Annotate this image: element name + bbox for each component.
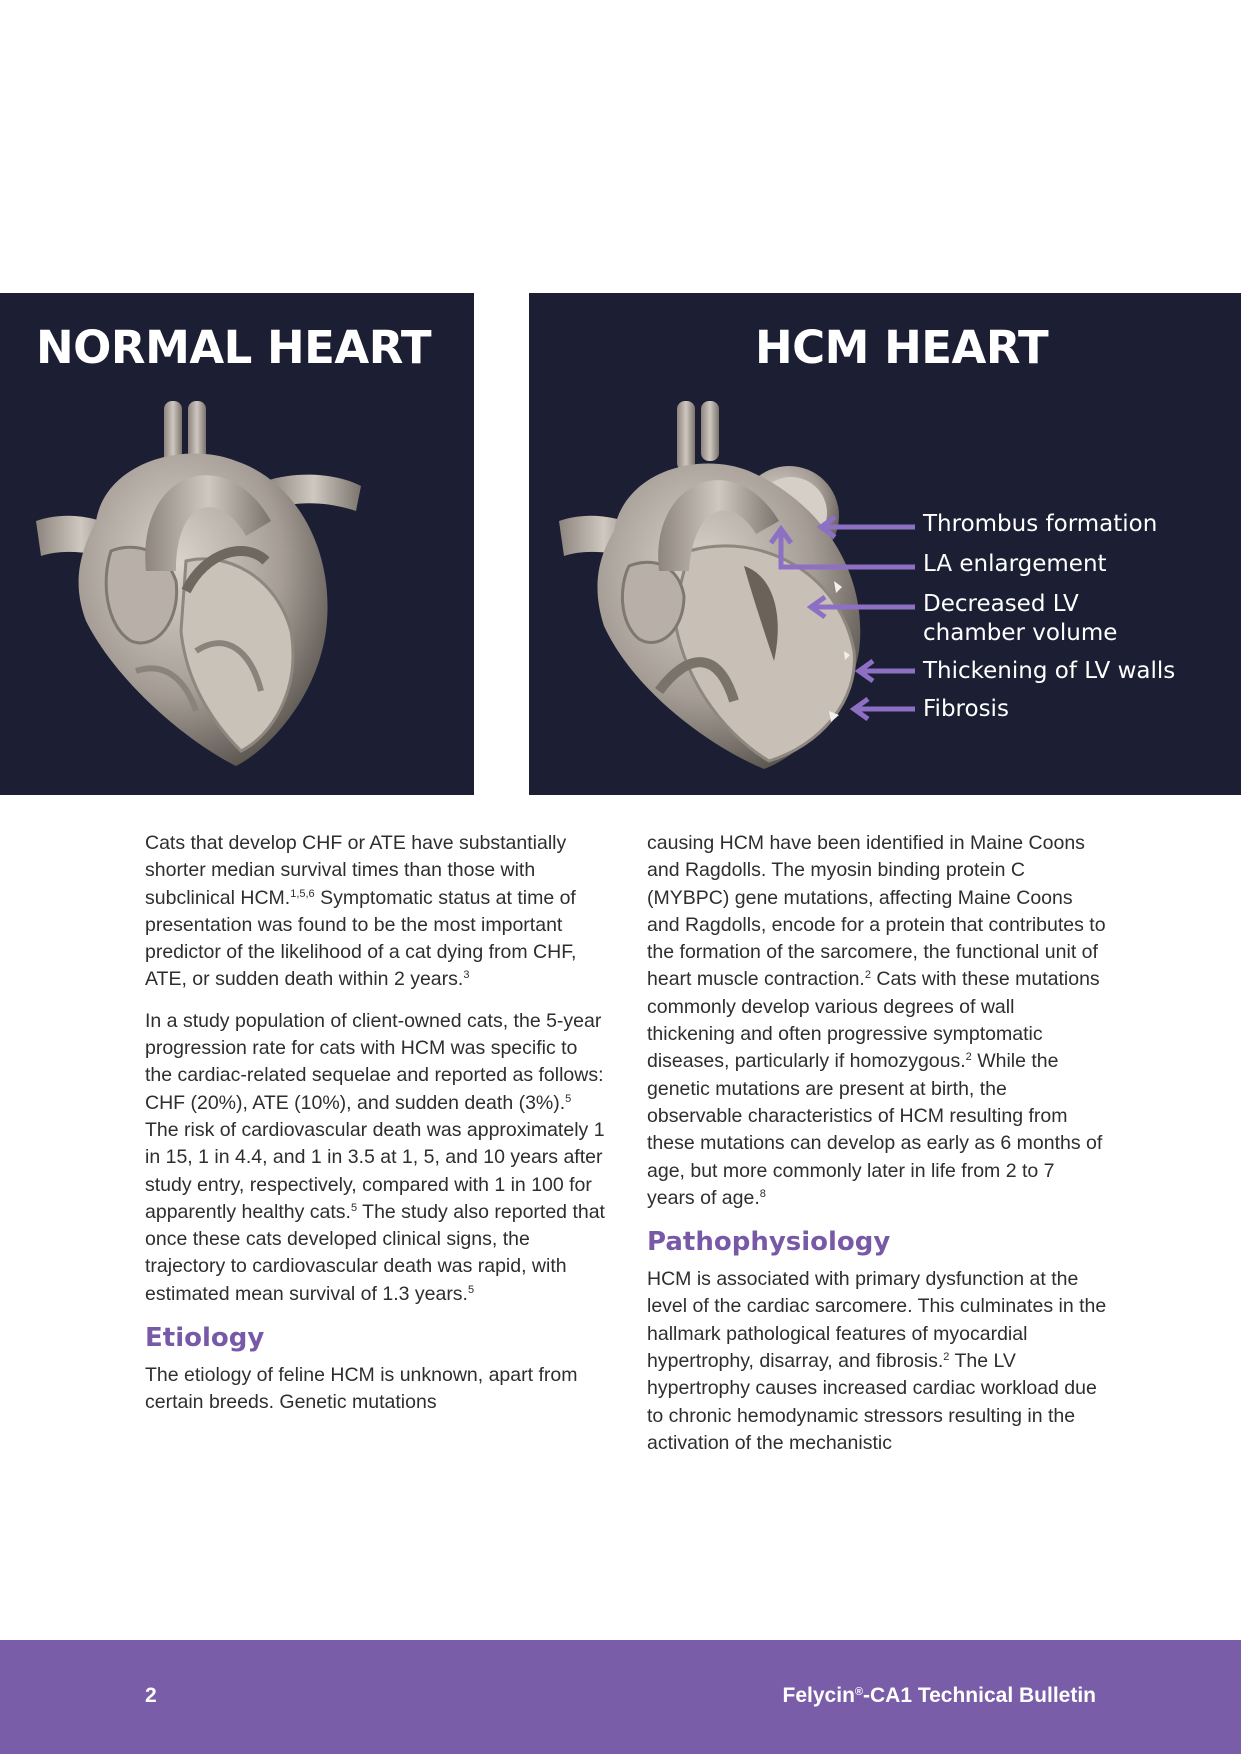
label-thrombus-formation: Thrombus formation [923, 511, 1158, 537]
label-chamber-volume: chamber volume [923, 620, 1118, 646]
hcm-heart-panel [529, 293, 1241, 795]
label-fibrosis: Fibrosis [923, 696, 1009, 722]
label-thickening-lv-walls: Thickening of LV walls [923, 658, 1176, 684]
normal-heart-title: NORMAL HEART [36, 321, 432, 374]
normal-heart-illustration [36, 401, 366, 771]
page-number: 2 [145, 1684, 157, 1707]
genetics-paragraph: causing HCM have been identified in Maine Coons and Ragdolls. The myosin binding protein C (MYBPC) gene mutations, affecting Maine Coons and Ragdolls, encode for a protein that contributes to the formation of the sarcomere, the functional unit of heart muscle contraction.$^2$ Cats with these mutations commonly develop various degrees of wall thickening and often progressive symptomatic diseases, particularly if homozygous.$^2$ While the genetic mutations are present at birth, the observable characteristics of HCM resulting from these mutations can develop as early as 6 months of age, but more commonly later in life from 2 to 7 years of age.$^8$ [647, 832, 1106, 1209]
label-la-enlargement: LA enlargement [923, 551, 1107, 577]
arrow-thickening-lv-walls [859, 661, 915, 681]
bulletin-title: Felycin®-CA1 Technical Bulletin [782, 1684, 1096, 1707]
hcm-heart-title: HCM HEART [755, 321, 1049, 374]
etiology-paragraph: The etiology of feline HCM is unknown, apart from certain breeds. Genetic mutations [145, 1364, 578, 1414]
etiology-heading: Etiology [145, 1323, 265, 1354]
arrow-decreased-lv [811, 597, 915, 617]
pathophysiology-paragraph: HCM is associated with primary dysfunction at the level of the cardiac sarcomere. This culminates in the hallmark pathological features of myocardial hypertrophy, disarray, and fibrosis.$^2$ The LV hypertrophy causes increased cardiac workload due to chronic hemodynamic stressors resulting in the activation of the mechanistic [647, 1268, 1107, 1454]
hcm-callout-arrows [529, 293, 1241, 795]
progression-paragraph: In a study population of client-owned cats, the 5-year progression rate for cats with HCM was specific to the cardiac-related sequelae and reported as follows: CHF (20%), ATE (10%), and sudden death (3%).$^5$ The risk of cardiovascular death was approximately 1 in 15, 1 in 4.4, and 1 in 3.5 at 1, 5, and 10 years after study entry, respectively, compared with 1 in 100 for apparently healthy cats.$^5$ The study also reported that once these cats developed clinical signs, the trajectory to cardiovascular death was rapid, with estimated mean survival of 1.3 years.$^5$ [145, 1009, 605, 1305]
arrow-la-enlargement [771, 529, 915, 567]
label-decreased-lv: Decreased LV [923, 591, 1079, 617]
arrow-fibrosis [854, 699, 915, 719]
survival-paragraph: Cats that develop CHF or ATE have substantially shorter median survival times than those with subclinical HCM.$^{1,5,6}$ Symptomatic status at time of presentation was found to be the most important predictor of the likelihood of a cat dying from CHF, ATE, or sudden death within 2 years.$^3$ [145, 832, 577, 991]
normal-heart-panel [0, 293, 474, 795]
arrow-thrombus-formation [821, 517, 915, 537]
left-text-column [145, 830, 605, 1431]
page-footer [0, 1640, 1241, 1754]
pathophysiology-heading: Pathophysiology [647, 1227, 891, 1258]
right-text-column [647, 830, 1107, 1471]
